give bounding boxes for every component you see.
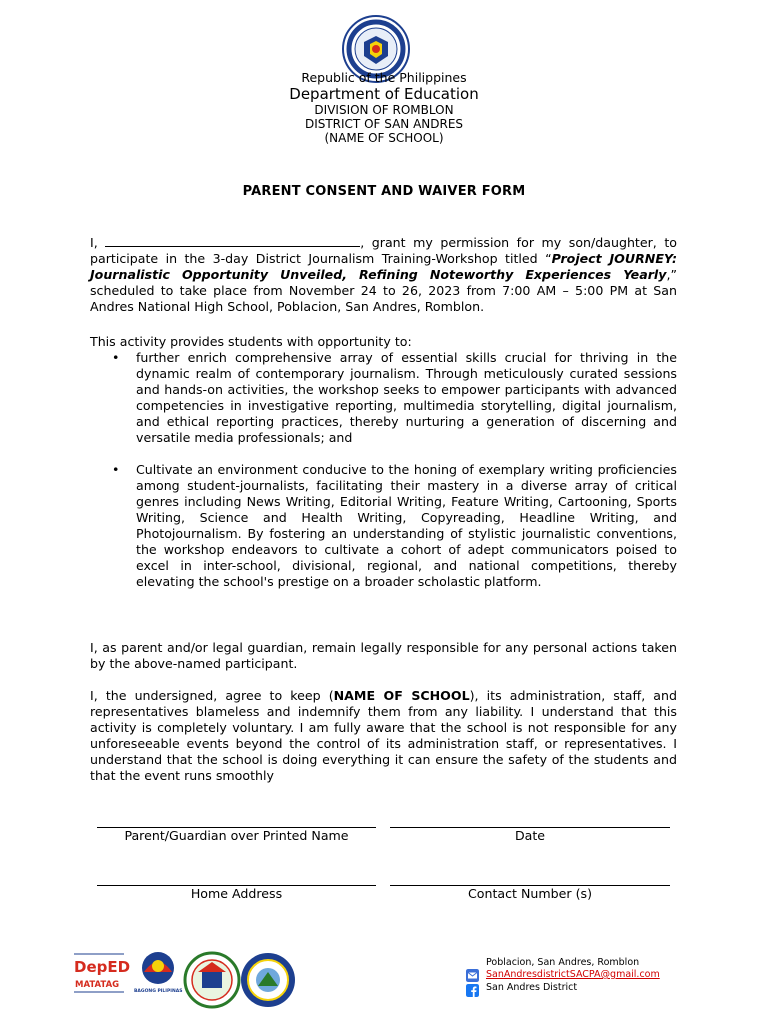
deped-matatag-logo — [74, 954, 130, 992]
parent-name-label: Parent/Guardian over Printed Name — [124, 828, 349, 843]
facebook-icon — [466, 984, 479, 997]
list-item — [90, 350, 677, 446]
name-blank-line[interactable] — [105, 234, 360, 247]
footer-address: Poblacion, San Andres, Romblon — [486, 957, 640, 968]
project-title: Project JOURNEY: Journalistic Opportunity Unveiled, Refining Noteworthy Experiences Yearly — [90, 251, 677, 282]
header-school: (NAME OF SCHOOL) — [324, 131, 444, 145]
bullet-icon: • — [112, 350, 120, 365]
bullet-icon: • — [112, 462, 120, 477]
email-icon — [466, 969, 479, 982]
footer-email-link[interactable]: SanAndresdistrictSACPA@gmail.com — [486, 969, 660, 980]
para1-start: I, — [90, 235, 106, 250]
header-division: DIVISION OF ROMBLON — [314, 103, 454, 117]
header-district: DISTRICT OF SAN ANDRES — [304, 117, 464, 131]
division-of-romblon-seal — [185, 953, 239, 1007]
activity-intro: This activity provides students with opportunity to: — [90, 334, 412, 349]
deped-text: DepED — [74, 958, 131, 976]
home-address-label: Home Address — [190, 886, 283, 901]
responsibility-paragraph: I, as parent and/or legal guardian, remain legally responsible for any personal actions taken by the above-named participant. — [90, 640, 677, 671]
para4-start: I, the undersigned, agree to keep ( — [90, 688, 334, 703]
consent-paragraph — [90, 234, 677, 315]
header-republic: Republic of the Philippines — [301, 70, 467, 85]
footer-facebook[interactable]: San Andres District — [486, 982, 578, 993]
footer-logos — [72, 948, 328, 1012]
school-name-bold: NAME OF SCHOOL — [333, 688, 470, 703]
para1-end: ,” scheduled to take place from November 24 to 26, 2023 from 7:00 AM – 5:00 PM at San Andres National High School, Poblacion, San Andres, Romblon. — [90, 267, 677, 314]
list-item — [90, 462, 677, 590]
bullet-text: Cultivate an environment conducive to the honing of exemplary writing proficiencies among student-journalists, facilitating their mastery in a diverse array of critical genres including News Writing, Editorial Writing, Feature Writing, Cartooning, Sports Writing, Science and Health Writing, Copyreading, Headline Writing, and Photojournalism. By fostering an understanding of stylistic journalistic conventions, the workshop endeavors to cultivate a cohort of adept communicators poised to excel in inter-school, divisional, regional, and national competitions, thereby elevating the school's prestige on a broader scholastic platform. — [136, 462, 677, 589]
san-andres-district-seal — [241, 953, 295, 1007]
bagong-pilipinas-text: BAGONG PILIPINAS — [134, 989, 183, 994]
activity-bullet-list — [90, 350, 677, 590]
header-division-block — [0, 103, 768, 145]
para1-middle: , grant my permission for my son/daughter, to participate in the 3-day District Journalism Training-Workshop titled “ — [90, 235, 677, 266]
matatag-text: MATATAG — [75, 980, 120, 990]
date-label: Date — [514, 828, 546, 843]
para4-end: ), its administration, staff, and representatives blameless and indemnify them from any liability. I understand that this activity is completely voluntary. I am fully aware that the school is not responsible for any unforeseeable events beyond the control of its administration staff, or representatives. I understand that the school is doing everything it can ensure the safety of the students and that the event runs smoothly — [90, 688, 677, 783]
bagong-pilipinas-logo — [134, 952, 182, 994]
form-title: PARENT CONSENT AND WAIVER FORM — [242, 184, 526, 199]
waiver-paragraph — [90, 688, 677, 784]
bullet-text: further enrich comprehensive array of essential skills crucial for thriving in the dynamic realm of contemporary journalism. Through meticulously curated sessions and hands-on activities, the workshop seeks to empower participants with advanced competencies in investigative reporting, multimedia storytelling, digital journalism, and ethical reporting practices, thereby nurturing a generation of discerning and versatile media professionals; and — [136, 350, 677, 445]
contact-number-label: Contact Number (s) — [468, 886, 592, 901]
header-department: Department of Education — [289, 85, 479, 103]
